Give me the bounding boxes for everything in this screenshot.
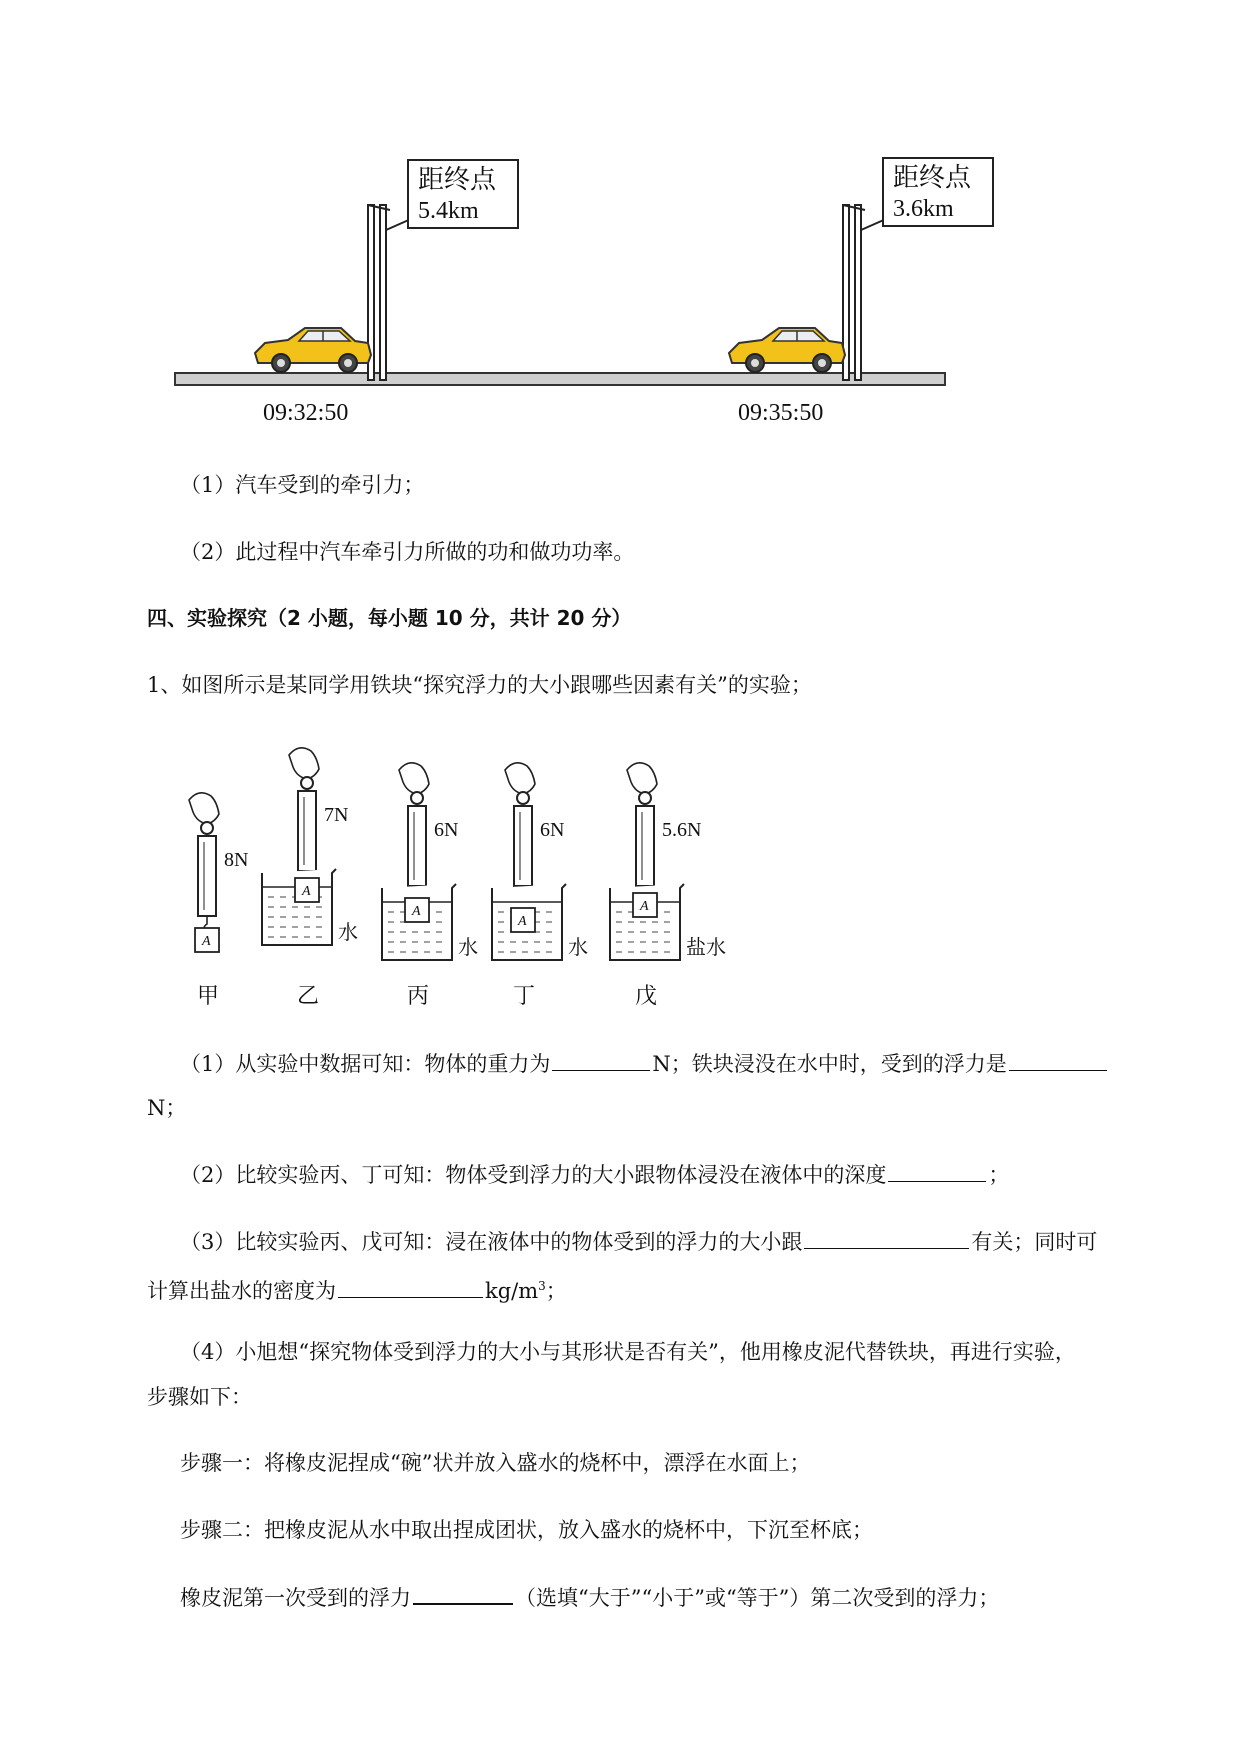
spring-scale xyxy=(636,806,654,886)
step-one: 步骤一：将橡皮泥捏成“碗”状并放入盛水的烧杯中，漂浮在水面上； xyxy=(180,1451,811,1475)
liquid-label: 水 xyxy=(568,937,588,959)
time-left: 09:32:50 xyxy=(263,400,349,426)
setup-2 xyxy=(262,748,358,1008)
setup-4 xyxy=(492,763,588,1008)
step-two: 步骤二：把橡皮泥从水中取出捏成团状，放入盛水的烧杯中，下沉至杯底； xyxy=(180,1518,873,1542)
sign-pole-right xyxy=(843,158,993,380)
blank-related-factor[interactable] xyxy=(804,1226,969,1249)
setup-label: 乙 xyxy=(297,983,320,1008)
blank-depth[interactable] xyxy=(888,1159,986,1182)
q1-part3: （3）比较实验丙、戊可知：浸在液体中的物体受到的浮力的大小跟 有关；同时可 xyxy=(180,1226,1097,1257)
svg-text:A: A xyxy=(302,884,311,899)
sign-pole-left xyxy=(368,160,518,380)
scale-reading: 6N xyxy=(434,819,459,841)
spring-scale xyxy=(298,791,316,871)
car-question-1: （1）汽车受到的牵引力； xyxy=(180,473,425,497)
setup-3 xyxy=(382,763,478,1008)
car-right xyxy=(729,328,845,372)
svg-text:A: A xyxy=(640,899,649,914)
q1-part1: （1）从实验中数据可知：物体的重力为 N；铁块浸没在水中时，受到的浮力是 xyxy=(180,1048,1109,1079)
liquid-label: 盐水 xyxy=(686,937,726,959)
scale-reading: 8N xyxy=(224,849,249,871)
scale-reading: 7N xyxy=(324,804,349,826)
setup-label: 戊 xyxy=(635,983,658,1008)
q1-part4-cont: 步骤如下： xyxy=(147,1385,252,1409)
question-1-intro: 1、如图所示是某同学用铁块“探究浮力的大小跟哪些因素有关”的实验； xyxy=(147,673,812,697)
svg-text:A: A xyxy=(518,914,527,929)
q1-part3-density: 计算出盐水的密度为 $kg/m^3$； xyxy=(147,1271,567,1306)
sign-left-line1: 距终点 xyxy=(418,165,497,194)
hand-icon xyxy=(289,748,319,779)
car-left xyxy=(255,328,371,372)
sign-left-line2: 5.4km xyxy=(418,198,479,224)
hand-icon xyxy=(627,763,657,794)
car-road-figure xyxy=(0,130,1241,570)
setup-label: 丁 xyxy=(513,983,536,1008)
svg-text:A: A xyxy=(412,904,421,919)
time-right: 09:35:50 xyxy=(738,400,824,426)
q1-part1-unit: N； xyxy=(147,1096,187,1120)
svg-text:A: A xyxy=(202,934,211,949)
hand-icon xyxy=(399,763,429,794)
blank-buoyancy-water[interactable] xyxy=(1009,1048,1107,1071)
q1-part4: （4）小旭想“探究物体受到浮力的大小与其形状是否有关”，他用橡皮泥代替铁块，再进行实验， xyxy=(180,1340,1076,1364)
section-heading: 四、实验探究（2 小题，每小题 10 分，共计 20 分） xyxy=(147,606,632,630)
q1-part2: （2）比较实验丙、丁可知：物体受到浮力的大小跟物体浸没在液体中的深度 ； xyxy=(180,1159,1009,1190)
blank-saltwater-density[interactable] xyxy=(338,1275,483,1298)
liquid-label: 水 xyxy=(338,922,358,944)
scale-reading: 5.6N xyxy=(662,819,702,841)
car-question-2: （2）此过程中汽车牵引力所做的功和做功功率。 xyxy=(180,540,635,564)
setup-5 xyxy=(610,763,726,1008)
sign-right-line2: 3.6km xyxy=(893,196,954,222)
spring-scale xyxy=(514,806,532,886)
spring-scale xyxy=(198,836,216,916)
spring-scale xyxy=(408,806,426,886)
sign-right-line1: 距终点 xyxy=(893,163,972,192)
setup-1 xyxy=(189,793,248,1008)
setup-label: 甲 xyxy=(197,983,220,1008)
buoyancy-experiment-figure xyxy=(0,740,1241,1020)
q1-final: 橡皮泥第一次受到的浮力 （选填“大于”“小于”或“等于”）第二次受到的浮力； xyxy=(180,1581,999,1613)
hand-icon xyxy=(505,763,535,794)
liquid-label: 水 xyxy=(458,937,478,959)
road xyxy=(175,373,945,385)
hand-icon xyxy=(189,793,219,824)
blank-gravity[interactable] xyxy=(552,1048,650,1071)
setup-label: 丙 xyxy=(407,983,430,1008)
blank-compare-buoyancy[interactable] xyxy=(413,1581,513,1605)
scale-reading: 6N xyxy=(540,819,565,841)
